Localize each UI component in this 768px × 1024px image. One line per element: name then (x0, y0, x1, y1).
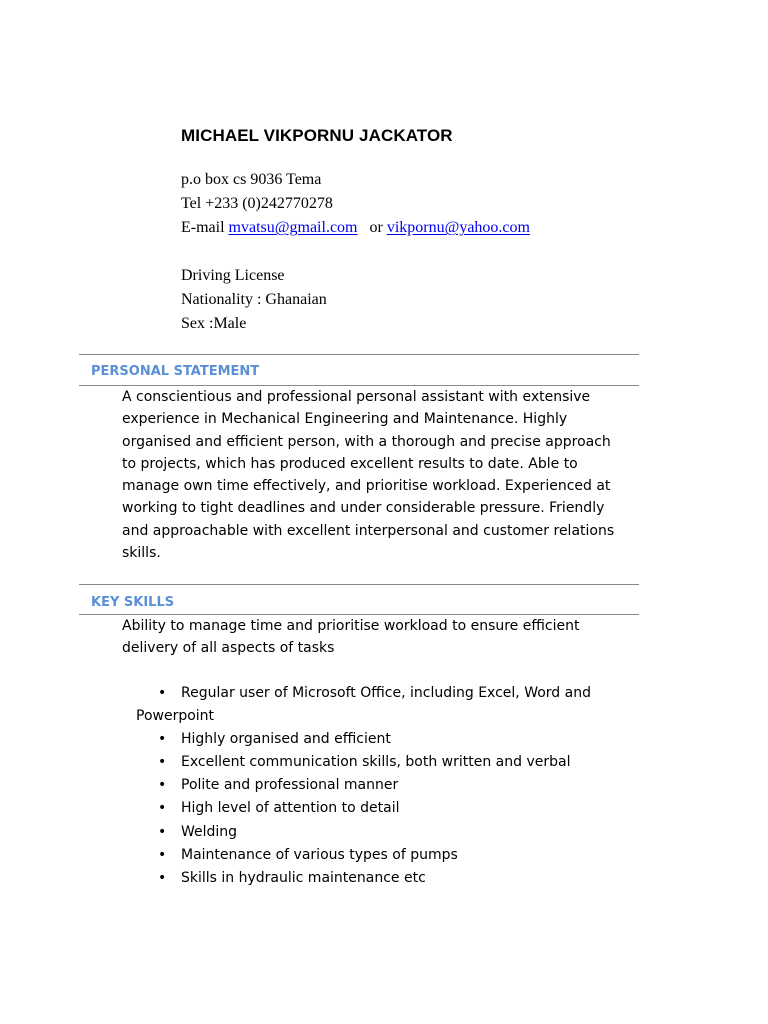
email-link-secondary[interactable]: vikpornu@yahoo.com (386, 219, 530, 236)
email-separator (357, 219, 369, 236)
email-or: or (369, 219, 387, 236)
skill-bullet-item (136, 844, 636, 867)
skills-intro-line: delivery of all aspects of tasks (122, 640, 335, 657)
personal-statement-heading: PERSONAL STATEMENT (91, 364, 260, 379)
skill-bullet-item (136, 774, 636, 797)
skill-text: Maintenance of various types of pumps (181, 846, 458, 863)
skill-text: Polite and professional manner (181, 777, 399, 794)
email-line (181, 216, 530, 240)
contact-block (181, 168, 530, 336)
skill-bullet-item (136, 751, 636, 774)
skill-bullet-continuation (136, 705, 636, 728)
skill-text: Excellent communication skills, both written and verbal (181, 754, 571, 771)
skills-bullet-list (136, 682, 636, 890)
skill-text: Welding (181, 823, 238, 840)
skill-text: Skills in hydraulic maintenance etc (181, 869, 426, 886)
email-prefix: E-mail (181, 219, 229, 236)
key-skills-intro (122, 615, 632, 660)
sex-line: Sex :Male (181, 315, 247, 332)
skill-text: High level of attention to detail (181, 800, 400, 817)
telephone-line: Tel +233 (0)242770278 (181, 195, 333, 212)
statement-line: experience in Mechanical Engineering and Maintenance. Highly (122, 411, 568, 428)
section-divider-top (79, 354, 639, 355)
statement-line: manage own time effectively, and prioritise workload. Experienced at (122, 478, 611, 495)
statement-line: and approachable with excellent interpersonal and customer relations (122, 522, 615, 539)
skills-intro-line: Ability to manage time and prioritise workload to ensure efficient (122, 618, 580, 634)
skill-bullet-item (136, 867, 636, 890)
statement-line: organised and efficient person, with a thorough and precise approach (122, 433, 611, 450)
nationality-line: Nationality : Ghanaian (181, 291, 327, 308)
key-skills-heading: KEY SKILLS (91, 595, 175, 610)
contact-spacer (181, 240, 530, 264)
skill-text: Highly organised and efficient (181, 731, 391, 748)
statement-line: skills. (122, 545, 161, 562)
skill-bullet-item (136, 797, 636, 820)
email-link-primary[interactable]: mvatsu@gmail.com (228, 219, 358, 236)
statement-line: working to tight deadlines and under considerable pressure. Friendly (122, 500, 605, 517)
statement-line: A conscientious and professional personal assistant with extensive (122, 389, 591, 405)
skill-bullet-item (136, 682, 636, 705)
driving-license-line: Driving License (181, 267, 285, 284)
address-line: p.o box cs 9036 Tema (181, 171, 322, 188)
skill-text: Regular user of Microsoft Office, including Excel, Word and (181, 685, 591, 701)
personal-statement-text (122, 386, 632, 564)
candidate-name: MICHAEL VIKPORNU JACKATOR (181, 126, 453, 145)
skill-bullet-item (136, 821, 636, 844)
statement-line: to projects, which has produced excellent results to date. Able to (122, 455, 578, 472)
section-divider-top (79, 584, 639, 585)
skill-bullet-item (136, 728, 636, 751)
skill-text-continued: Powerpoint (136, 708, 215, 725)
